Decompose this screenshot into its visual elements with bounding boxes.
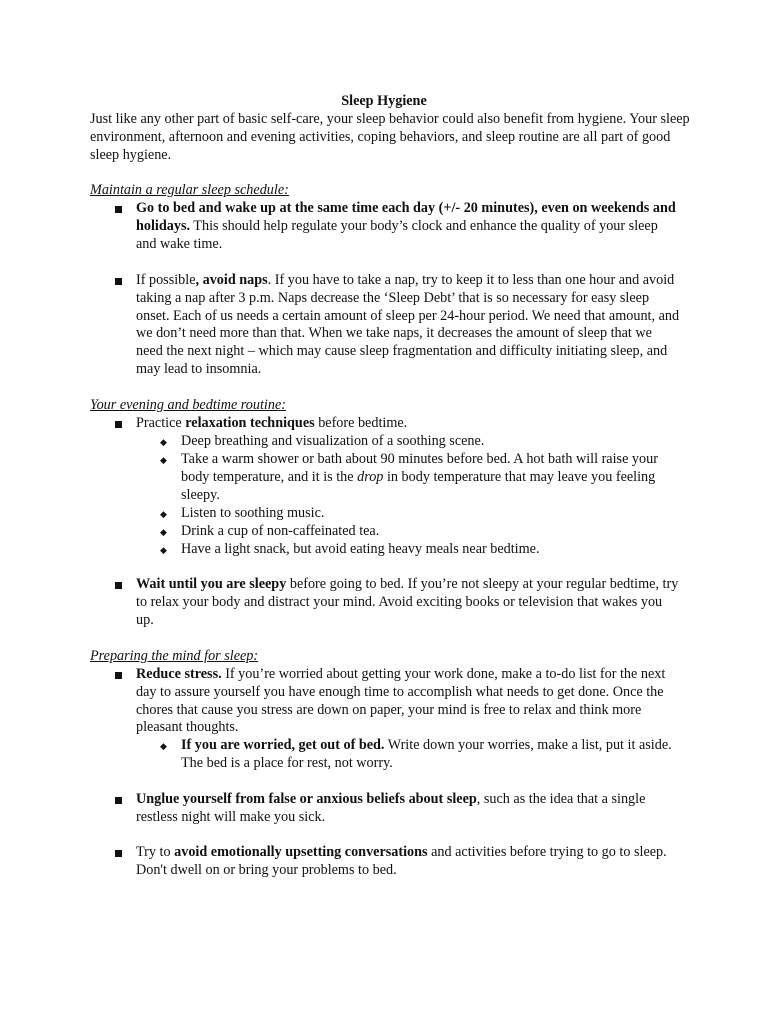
- intro-paragraph: Just like any other part of basic self-care, your sleep behavior could also benefit from hygiene. Your sleep environment, afternoon and evening activities, coping behaviors, and sleep routine are all part of good sleep hygiene.: [90, 111, 690, 163]
- square-bullet-icon: [115, 582, 122, 589]
- mind-item-reduce-stress-bold: Reduce stress.: [136, 666, 222, 682]
- square-bullet-icon: [115, 850, 122, 857]
- schedule-item-same-time-bold: Go to bed and wake up at the same time each day (+/- 20 minutes), even on weekends and holidays.: [136, 200, 676, 234]
- diamond-bullet-icon: ◆: [160, 509, 167, 519]
- relaxation-subitem-music: Listen to soothing music.: [181, 505, 325, 521]
- schedule-item-same-time: [136, 200, 681, 253]
- mind-item-false-beliefs-bold: Unglue yourself from false or anxious beliefs about sleep: [136, 791, 477, 807]
- diamond-bullet-icon: ◆: [160, 545, 167, 555]
- routine-item-wait-sleepy: [136, 576, 681, 629]
- square-bullet-icon: [115, 206, 122, 213]
- relaxation-subitem-snack: Have a light snack, but avoid eating heavy meals near bedtime.: [181, 541, 540, 557]
- mind-item-false-beliefs: [136, 791, 681, 827]
- schedule-item-avoid-naps-text: . If you have to take a nap, try to keep it to less than one hour and avoid taking a nap after 3 p.m. Naps decrease the ‘Sleep Debt’ that is so necessary for easy sleep onset. Each of us needs a certain amount of sleep per 24-hour period. We need that amount, and we don’t need more than that. When we take naps, it decreases the amount of sleep that we need the next night – which may cause sleep fragmentation and difficulty initiating sleep, and may lead to insomnia.: [136, 272, 680, 377]
- mind-item-avoid-conversations-pre: Try to: [136, 844, 175, 860]
- section-heading-schedule: Maintain a regular sleep schedule:: [90, 182, 289, 198]
- relaxation-subitem-bath-post: in body temperature that may leave you feeling sleepy.: [181, 468, 656, 503]
- mind-item-avoid-conversations-text: and activities before trying to go to sleep. Don't dwell on or bring your problems to bed.: [136, 844, 667, 878]
- diamond-bullet-icon: ◆: [160, 455, 167, 465]
- diamond-bullet-icon: ◆: [160, 437, 167, 447]
- schedule-item-avoid-naps-bold: , avoid naps: [195, 272, 268, 288]
- diamond-bullet-icon: ◆: [160, 527, 167, 537]
- routine-item-relaxation: [136, 415, 681, 433]
- mind-item-false-beliefs-text: , such as the idea that a single restless night will make you sick.: [136, 791, 646, 825]
- routine-item-relaxation-pre: Practice: [136, 415, 186, 431]
- stress-subitem-get-out-of-bed-text: Write down your worries, make a list, put it aside. The bed is a place for rest, not worry.: [181, 737, 672, 771]
- square-bullet-icon: [115, 421, 122, 428]
- diamond-bullet-icon: ◆: [160, 741, 167, 751]
- square-bullet-icon: [115, 797, 122, 804]
- section-heading-routine: Your evening and bedtime routine:: [90, 397, 286, 413]
- schedule-item-avoid-naps: [136, 272, 681, 379]
- relaxation-subitem-bath: [181, 451, 681, 504]
- schedule-item-avoid-naps-pre: If possible: [136, 272, 196, 288]
- mind-item-avoid-conversations: [136, 844, 681, 880]
- routine-item-wait-sleepy-bold: Wait until you are sleepy: [136, 576, 287, 592]
- square-bullet-icon: [115, 278, 122, 285]
- square-bullet-icon: [115, 672, 122, 679]
- routine-item-relaxation-bold: relaxation techniques: [185, 415, 315, 431]
- document-title: Sleep Hygiene: [341, 93, 427, 109]
- mind-item-avoid-conversations-bold: avoid emotionally upsetting conversations: [174, 844, 428, 860]
- routine-item-wait-sleepy-text: before going to bed. If you’re not sleepy at your regular bedtime, try to relax your body and distract your mind. Avoid exciting books or television that wakes you up.: [136, 576, 679, 628]
- mind-item-reduce-stress: [136, 666, 681, 737]
- relaxation-subitem-bath-pre: Take a warm shower or bath about 90 minutes before bed. A hot bath will raise your body temperature, and it is the: [181, 451, 658, 485]
- relaxation-subitem-breathing: Deep breathing and visualization of a soothing scene.: [181, 433, 485, 449]
- stress-subitem-get-out-of-bed: [181, 737, 681, 773]
- schedule-item-same-time-text: This should help regulate your body’s clock and enhance the quality of your sleep and wake time.: [136, 217, 658, 252]
- relaxation-subitem-bath-italic: drop: [357, 468, 384, 485]
- section-heading-mind: Preparing the mind for sleep:: [90, 648, 259, 664]
- stress-subitem-get-out-of-bed-bold: If you are worried, get out of bed.: [181, 737, 385, 753]
- mind-item-reduce-stress-text: If you’re worried about getting your work done, make a to-do list for the next day to assure yourself you have enough time to accomplish what needs to get done. Once the chores that cause you stress are down on paper, your mind is free to relax and think more pleasant thoughts.: [136, 666, 666, 736]
- relaxation-subitem-tea: Drink a cup of non-caffeinated tea.: [181, 523, 380, 539]
- routine-item-relaxation-text: before bedtime.: [314, 415, 408, 431]
